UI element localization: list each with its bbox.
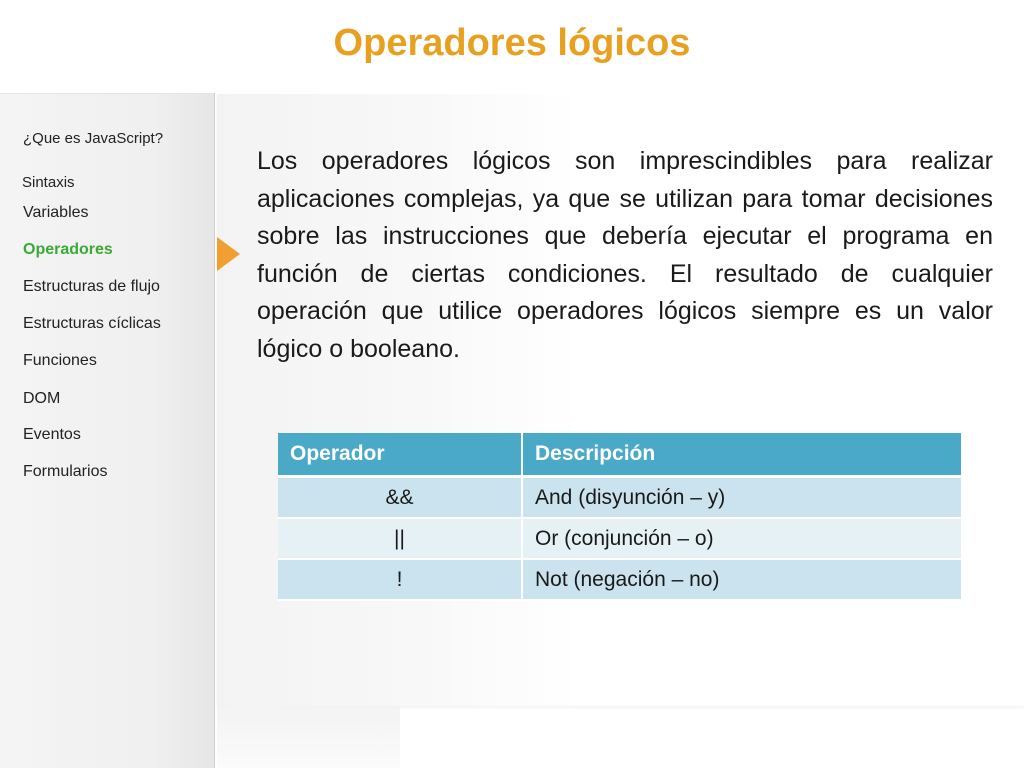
column-header-descripcion: Descripción (523, 433, 961, 478)
description-cell: And (disyunción – y) (523, 478, 961, 519)
table-row (278, 519, 961, 560)
sidebar-item-formularios[interactable]: Formularios (23, 463, 108, 480)
sidebar-item-estructuras-de-flujo[interactable]: Estructuras de flujo (23, 278, 160, 295)
description-paragraph: Los operadores lógicos son imprescindibles para realizar aplicaciones complejas, ya que se utilizan para tomar decisiones sobre las instrucciones que debería ejecutar el programa en función de ciertas condiciones. El resultado de cualquier operación que utilice operadores lógicos siempre es un valor lógico o booleano. (257, 147, 993, 363)
sidebar-item-variables[interactable]: Variables (23, 204, 89, 221)
sidebar-item-que-es-javascript[interactable]: ¿Que es JavaScript? (23, 130, 164, 147)
table-row (278, 478, 961, 519)
active-section-arrow-icon (217, 237, 240, 271)
sidebar-item-operadores[interactable]: Operadores (23, 241, 113, 258)
operator-cell: && (278, 478, 523, 519)
operators-table (278, 433, 961, 601)
sidebar-item-sintaxis[interactable]: Sintaxis (22, 174, 75, 191)
operator-cell: ! (278, 560, 523, 601)
description-cell: Or (conjunción – o) (523, 519, 961, 560)
table-header-row (278, 433, 961, 478)
sidebar-item-eventos[interactable]: Eventos (23, 426, 81, 443)
column-header-operador: Operador (278, 433, 523, 478)
sidebar-nav (0, 93, 215, 768)
sidebar-item-dom[interactable]: DOM (23, 390, 61, 407)
operator-cell: || (278, 519, 523, 560)
sidebar-item-funciones[interactable]: Funciones (23, 352, 97, 369)
slide-title: Operadores lógicos (333, 22, 691, 64)
panel-shadow-strip (217, 706, 400, 768)
table-row (278, 560, 961, 601)
description-cell: Not (negación – no) (523, 560, 961, 601)
sidebar-item-estructuras-ciclicas[interactable]: Estructuras cíclicas (23, 315, 161, 332)
